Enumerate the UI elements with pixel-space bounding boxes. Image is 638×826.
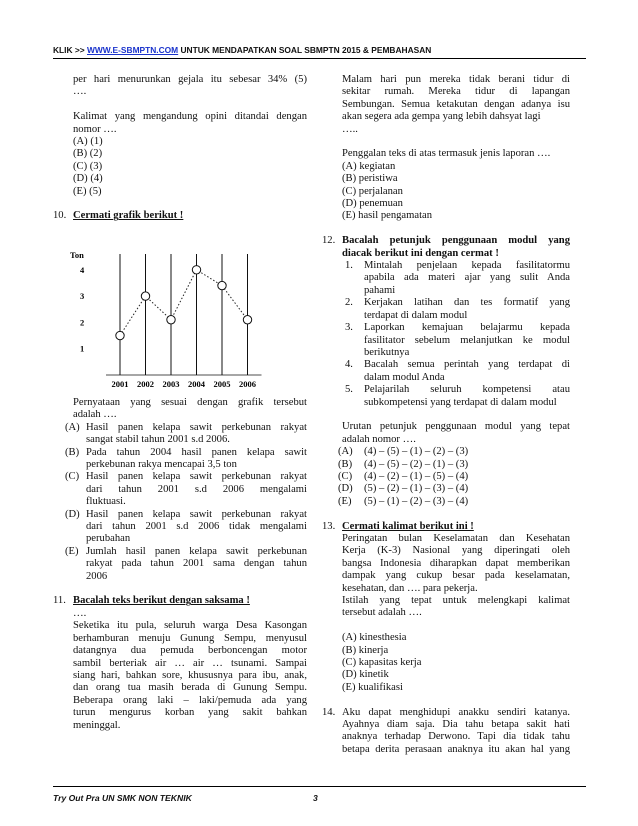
q12-step: 4. Bacalah semua perintah yang terdapat di dalam modul Anda: [345, 359, 570, 383]
q10-option-d[interactable]: (D) Hasil panen kelapa sawit perkebunan rakyat dari tahun 2001 s.d 2006 tidak mengalami perubahan: [65, 508, 307, 545]
q12-option-c[interactable]: (C) (4) – (2) – (1) – (5) – (4): [338, 470, 469, 482]
data-point: [116, 331, 124, 339]
right-column: Malam hari pun mereka tidak berani tidur di sekitar rumah. Mereka tidur di lapangan Sembungan. Semua ketakutan dengan adanya isu akan segera ada gempa yang lebih dahsyat lagi ….. Penggalan teks di atas termasuk jenis laporan …. (A) kegiatan (B) peristiwa (C) perjalanan (D) penemuan (E) hasil pengamatan 12. Bacalah petunjuk penggunaan modul yang diacak berikut ini dengan cermat ! 1. Mintalah penjelaan kepada fasilitatormu apabila ada materi ajar yang sulit Anda pahami 2. Kerjakan latihan dan tes formatif yang terdapat di dalam modul 3. Laporkan kemajuan belajarmu kepada fasilitator sebelum melanjutkan ke modul berikutnya 4. Bacalah semua perintah yang terdapat di dalam modul Anda 5. Pelajarilah seluruh kompetensi atau subkompetensi yang terdapat di dalam modul Urutan petunjuk penggunaan modul yang tepat adalah nomor …. (A) (4) – (5) – (1) – (2) – (3) (B) (4) – (5) – (2) – (1) – (3) (C) (4) – (2) – (1) – (5) – (4) (D) (5) – (2) – (1) – (3) – (4) (E) (5) – (1) – (2) – (3) – (4) 13. Cermati kalimat berikut ini ! Peringatan bulan Keselamatan dan Kesehatan Kerja (K-3) Nasional yang diperingati oleh bangsa Indonesia diharapkan dapat memberikan dampak yang cukup besar pada keselamatan, kesehatan, dan …. para pekerja. Istilah yang tepat untuk melengkapi kalimat tersebut adalah …. (A) kinesthesia (B) kinerja (C) kapasitas kerja (D) kinetik (E) kualifikasi 14. Aku dapat menghidupi anakku sendiri katanya. Ayahnya diam saja. Dia tahu betapa sakit hati anaknya terhadap Derwono. Tapi dia tidak tahu betapa derita perasaan anaknya itu akan hal yang: [322, 74, 570, 755]
q13-option[interactable]: (B) kinerja: [342, 644, 389, 656]
q12-steps: 1. Mintalah penjelaan kepada fasilitatormu apabila ada materi ajar yang sulit Anda pahami 2. Kerjakan latihan dan tes formatif yang terdapat di dalam modul 3. Laporkan kemajuan belajarmu kepada fasilitator sebelum melanjutkan ke modul berikutnya 4. Bacalah semua perintah yang terdapat di dalam modul Anda 5. Pelajarilah seluruh kompetensi atau subkompetensi yang terdapat di dalam modul Urutan petunjuk penggunaan modul yang tepat adalah nomor ….: [342, 260, 570, 445]
q10-stem-line: adalah ….: [73, 409, 117, 421]
x-tick-label: 2002: [137, 379, 154, 389]
data-point: [167, 316, 175, 324]
q10-stem-line: Pernyataan yang sesuai dengan grafik tersebut: [73, 397, 307, 408]
q9-stem-line: Kalimat yang mengandung opini ditandai dengan: [73, 111, 307, 123]
page-header: KLIK >> WWW.E-SBMPTN.COM UNTUK MENDAPATKAN SOAL SBMPTN 2015 & PEMBAHASAN: [53, 45, 432, 55]
q9-stem-line: nomor ….: [73, 123, 117, 135]
y-axis-label: Ton: [70, 250, 84, 260]
q13-title: Cermati kalimat berikut ini !: [342, 520, 474, 532]
q9-option[interactable]: (E) (5): [73, 185, 102, 197]
q11-title: Bacalah teks berikut dengan saksama !: [73, 595, 250, 607]
footer-rule: [53, 786, 586, 787]
q11-option[interactable]: (C) perjalanan: [342, 185, 403, 197]
q12-option-d[interactable]: (D) (5) – (2) – (1) – (3) – (4): [338, 483, 469, 495]
q13-option[interactable]: (E) kualifikasi: [342, 681, 403, 693]
q9-option[interactable]: (D) (4): [73, 173, 103, 185]
data-point: [141, 292, 149, 300]
q9-option[interactable]: (A) (1): [73, 136, 103, 148]
q13-option[interactable]: (C) kapasitas kerja: [342, 657, 422, 669]
q9-option[interactable]: (C) (3): [73, 160, 103, 172]
x-tick-label: 2003: [162, 379, 180, 389]
q12-stem: Urutan petunjuk penggunaan modul yang tepat: [342, 421, 570, 433]
q12-step: 1. Mintalah penjelaan kepada fasilitatormu apabila ada materi ajar yang sulit Anda pahami: [345, 260, 570, 296]
intro-line: per hari menurunkan gejala itu sebesar 34% (5): [73, 74, 307, 85]
q9-option[interactable]: (B) (2): [73, 148, 103, 160]
y-tick-label: 4: [80, 264, 85, 275]
x-tick-label: 2004: [188, 379, 205, 389]
x-tick-label: 2006: [239, 379, 256, 389]
series-line: [120, 270, 248, 336]
q13-option[interactable]: (D) kinetik: [342, 669, 389, 681]
q10-heading: [53, 210, 307, 222]
q12-option-b[interactable]: (B) (4) – (5) – (2) – (1) – (3): [338, 458, 469, 470]
y-tick-label: 3: [80, 291, 85, 302]
q14-block: 14. Aku dapat menghidupi anakku sendiri katanya. Ayahnya diam saja. Dia tahu betapa sakit hati anaknya terhadap Derwono. Tapi dia tidak tahu betapa derita perasaan anaknya itu akan hal yang: [322, 706, 570, 755]
q10-title: Cermati grafik berikut !: [73, 210, 184, 222]
q12-title: Bacalah petunjuk penggunaan modul yang: [342, 235, 570, 247]
intro-line: ….: [73, 86, 87, 98]
q11-option[interactable]: (B) peristiwa: [342, 173, 398, 185]
data-point: [218, 281, 226, 289]
q10-number: 10.: [53, 210, 67, 222]
x-tick-label: 2001: [111, 379, 129, 389]
q11-passage: …. Seketika itu pula, seluruh warga Desa Kasongan berhamburan menuju Gunung Sempu, menyusul datangnya dua pemuda berboncengan motor sambil berteriak air … air … tsunami. Sampai siang hari, bahkan sore, khususnya para ibu, anak, dan orang tua masih berada di Gunung Sempu. Beberapa orang laki – laki/pemuda ada yang turun mengurus korban yang sakit bahkan meninggal.: [73, 607, 307, 731]
q10-option-b[interactable]: (B) Pada tahun 2004 hasil panen kelapa sawit perkebunan rakya mencapai 3,5 ton: [65, 446, 307, 471]
data-point: [243, 316, 251, 324]
q10-option-e[interactable]: (E) Jumlah hasil panen kelapa sawit perkebunan rakyat pada tahun 2001 sama dengan tahun 2006: [65, 545, 307, 582]
q11-heading: 11. Bacalah teks berikut dengan saksama !: [53, 595, 250, 607]
harvest-chart: [68, 240, 283, 392]
q11-stem: Penggalan teks di atas termasuk jenis laporan ….: [342, 148, 551, 160]
q12-heading: 12. Bacalah petunjuk penggunaan modul yang diacak berikut ini dengan cermat !: [322, 235, 570, 259]
q12-step: 2. Kerjakan latihan dan tes formatif yang terdapat di dalam modul: [345, 297, 570, 321]
q12-option-a[interactable]: (A) (4) – (5) – (1) – (2) – (3): [338, 446, 469, 458]
q13-heading: 13. Cermati kalimat berikut ini !: [322, 520, 474, 532]
header-link[interactable]: WWW.E-SBMPTN.COM: [86, 45, 179, 55]
footer-title: Try Out Pra UN SMK NON TEKNIK: [53, 793, 192, 803]
q11-option[interactable]: (A) kegiatan: [342, 160, 396, 172]
q12-step: 3. Laporkan kemajuan belajarmu kepada fasilitator sebelum melanjutkan ke modul berikutnya: [345, 322, 570, 358]
page-number: 3: [313, 793, 318, 803]
q10-body: [53, 397, 307, 732]
q11-option[interactable]: (D) penemuan: [342, 198, 403, 210]
y-tick-label: 2: [80, 317, 85, 328]
q12-option-e[interactable]: (E) (5) – (1) – (2) – (3) – (4): [338, 495, 469, 507]
x-tick-label: 2005: [213, 379, 231, 389]
q13-body: Peringatan bulan Keselamatan dan Kesehatan Kerja (K-3) Nasional yang diperingati oleh bangsa Indonesia diharapkan dapat memberikan dampak yang cukup besar pada keselamatan, kesehatan, dan …. para pekerja. Istilah yang tepat untuk melengkapi kalimat tersebut adalah …. (A) kinesthesia (B) kinerja (C) kapasitas kerja (D) kinetik (E) kualifikasi: [342, 532, 570, 693]
q11-option[interactable]: (E) hasil pengamatan: [342, 210, 433, 222]
header-rule: [53, 58, 586, 59]
q10-option-c[interactable]: (C) Hasil panen kelapa sawit perkebunan rakyat dari tahun 2001 s.d 2006 mengalami fluktuasi.: [65, 471, 307, 508]
q10-option-a[interactable]: (A) Hasil panen kelapa sawit perkebunan rakyat sangat stabil tahun 2001 s.d 2006.: [65, 421, 307, 446]
y-tick-label: 1: [80, 343, 85, 354]
q12-step: 5. Pelajarilah seluruh kompetensi atau subkompetensi yang terdapat di dalam modul: [345, 384, 570, 408]
data-point: [192, 266, 200, 274]
left-column: [53, 74, 307, 223]
q13-option[interactable]: (A) kinesthesia: [342, 632, 407, 644]
